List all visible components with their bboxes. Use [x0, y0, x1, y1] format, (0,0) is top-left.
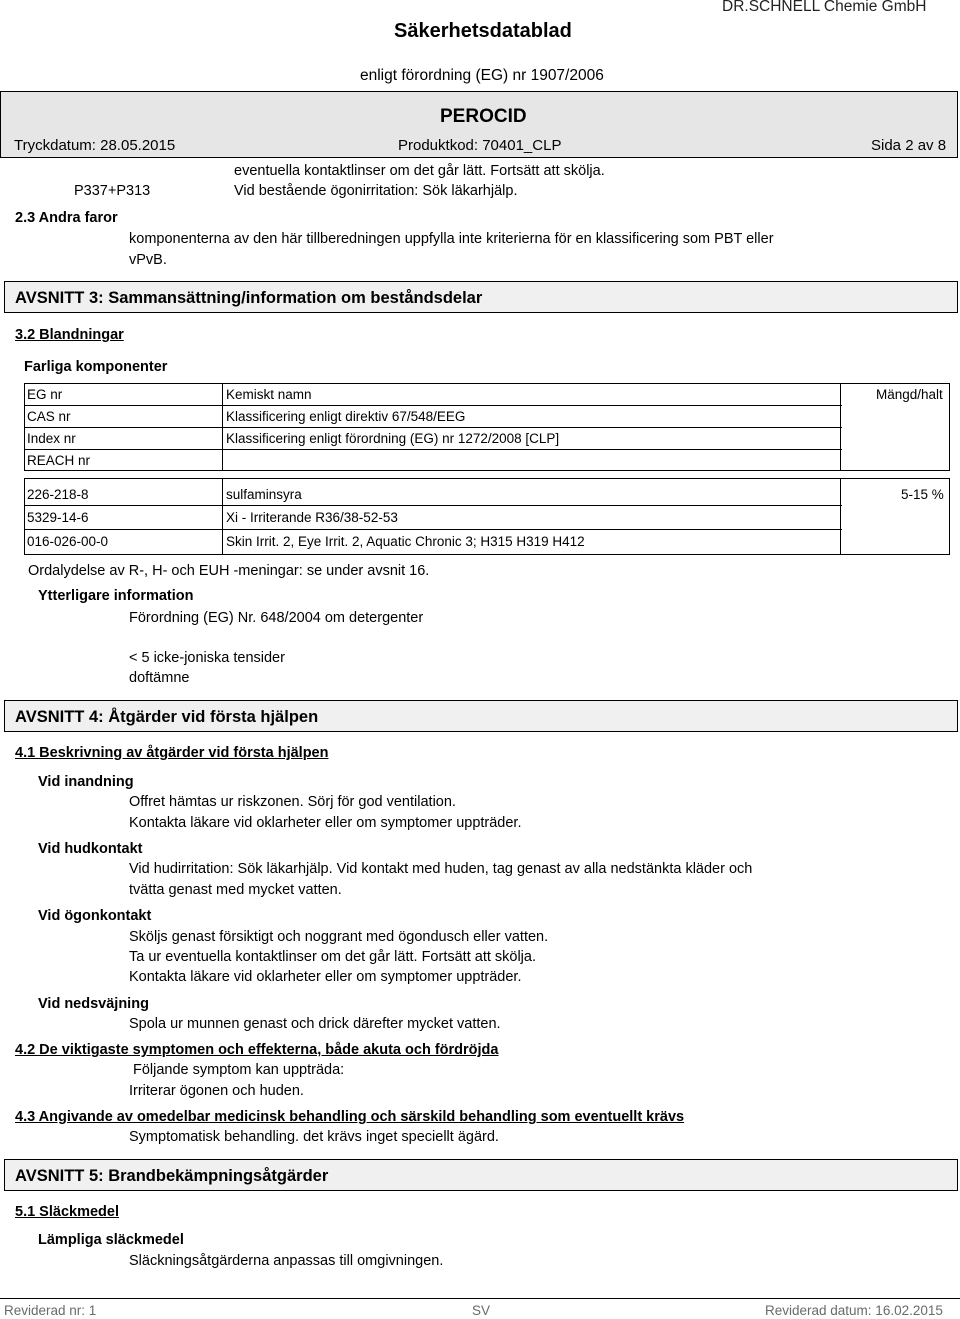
- ingestion-text-1: Spola ur munnen genast och drick därefter mycket vatten.: [129, 1016, 501, 1032]
- footer-divider: [0, 1298, 960, 1299]
- inhalation-heading: Vid inandning: [38, 774, 134, 790]
- row-chemical-name: sulfaminsyra: [226, 487, 302, 502]
- inhalation-text-1: Offret hämtas ur riskzonen. Sörj för god ventilation.: [129, 794, 456, 810]
- section-4-3-text-1: Symptomatisk behandling. det krävs inget speciellt ägärd.: [129, 1129, 499, 1145]
- wording-note: Ordalydelse av R-, H- och EUH -meningar: se under avsnit 16.: [28, 563, 430, 579]
- section-4-2-text-1: Följande symptom kan uppträda:: [133, 1062, 345, 1078]
- section-5-title: AVSNITT 5: Brandbekämpningsåtgärder: [4, 1159, 958, 1191]
- section-2-3-text-1: komponenterna av den här tillberedningen uppfylla inte kriterierna för en klassificering som PBT eller: [129, 231, 774, 247]
- header-reach-nr: REACH nr: [27, 453, 91, 468]
- suitable-extinguishing-heading: Lämpliga släckmedel: [38, 1232, 184, 1248]
- further-info-heading: Ytterligare information: [38, 588, 194, 604]
- further-info-1: Förordning (EG) Nr. 648/2004 om detergenter: [129, 610, 424, 626]
- ingestion-heading: Vid nedsväjning: [38, 996, 149, 1012]
- row-eg-nr: 226-218-8: [27, 487, 89, 502]
- continued-text: eventuella kontaktlinser om det går lätt. Fortsätt att skölja.: [234, 163, 605, 179]
- further-info-2: < 5 icke-joniska tensider: [129, 650, 285, 666]
- header-product: PEROCID: [440, 106, 527, 127]
- section-5-1-heading: 5.1 Släckmedel: [15, 1204, 119, 1220]
- row-classification-1272: Skin Irrit. 2, Eye Irrit. 2, Aquatic Chronic 3; H315 H319 H412: [226, 534, 585, 549]
- p-statement-code: P337+P313: [74, 183, 151, 199]
- header-classification-67: Klassificering enligt direktiv 67/548/EEG: [226, 409, 466, 424]
- header-amount: Mängd/halt: [876, 387, 943, 402]
- section-2-3-text-2: vPvB.: [129, 252, 167, 268]
- skin-contact-text-2: tvätta genast med mycket vatten.: [129, 882, 342, 898]
- header-classification-1272: Klassificering enligt förordning (EG) nr 1272/2008 [CLP]: [226, 431, 560, 446]
- footer-revision: Reviderad nr: 1: [4, 1303, 97, 1318]
- footer-language: SV: [472, 1303, 491, 1318]
- section-4-2-heading: 4.2 De viktigaste symptomen och effekterna, både akuta och fördröjda: [15, 1042, 499, 1058]
- header-cas-nr: CAS nr: [27, 409, 71, 424]
- section-3-title: AVSNITT 3: Sammansättning/information om beståndsdelar: [4, 281, 958, 313]
- section-3-2-heading: 3.2 Blandningar: [15, 327, 124, 343]
- skin-contact-heading: Vid hudkontakt: [38, 841, 143, 857]
- header-chemical-name: Kemiskt namn: [226, 387, 312, 402]
- row-cas-nr: 5329-14-6: [27, 510, 89, 525]
- section-4-3-heading: 4.3 Angivande av omedelbar medicinsk behandling och särskild behandling som eventuellt krävs: [15, 1109, 685, 1125]
- skin-contact-text-1: Vid hudirritation: Sök läkarhjälp. Vid kontakt med huden, tag genast av alla nedstänkta kläder och: [129, 861, 753, 877]
- header-print-date: Tryckdatum: 28.05.2015: [14, 137, 176, 154]
- eye-contact-text-1: Sköljs genast försiktigt och noggrant med ögondusch eller vatten.: [129, 929, 549, 945]
- eye-contact-text-3: Kontakta läkare vid oklarheter eller om symptomer uppträder.: [129, 969, 522, 985]
- header-regulation: enligt förordning (EG) nr 1907/2006: [360, 67, 604, 84]
- section-2-3-heading: 2.3 Andra faror: [15, 210, 118, 226]
- header-product-code: Produktkod: 70401_CLP: [398, 137, 562, 154]
- eye-contact-heading: Vid ögonkontakt: [38, 908, 152, 924]
- inhalation-text-2: Kontakta läkare vid oklarheter eller om symptomer uppträder.: [129, 815, 522, 831]
- further-info-3: doftämne: [129, 670, 190, 686]
- header-index-nr: Index nr: [27, 431, 76, 446]
- header-page: Sida 2 av 8: [871, 137, 947, 154]
- row-amount: 5-15 %: [901, 487, 944, 502]
- header-title: Säkerhetsdatablad: [394, 20, 572, 42]
- eye-contact-text-2: Ta ur eventuella kontaktlinser om det går lätt. Fortsätt att skölja.: [129, 949, 536, 965]
- footer-revision-date: Reviderad datum: 16.02.2015: [765, 1303, 943, 1318]
- section-4-2-text-2: Irriterar ögonen och huden.: [129, 1083, 304, 1099]
- row-index-nr: 016-026-00-0: [27, 534, 109, 549]
- row-classification-67: Xi - Irriterande R36/38-52-53: [226, 510, 398, 525]
- suitable-extinguishing-text: Släckningsåtgärderna anpassas till omgivningen.: [129, 1253, 444, 1269]
- p-statement-text: Vid bestående ögonirritation: Sök läkarhjälp.: [234, 183, 518, 199]
- header-company: DR.SCHNELL Chemie GmbH: [722, 0, 927, 15]
- section-4-title: AVSNITT 4: Åtgärder vid första hjälpen: [4, 700, 958, 732]
- section-4-1-heading: 4.1 Beskrivning av åtgärder vid första hjälpen: [15, 745, 329, 761]
- hazardous-components-heading: Farliga komponenter: [24, 359, 168, 375]
- header-eg-nr: EG nr: [27, 387, 63, 402]
